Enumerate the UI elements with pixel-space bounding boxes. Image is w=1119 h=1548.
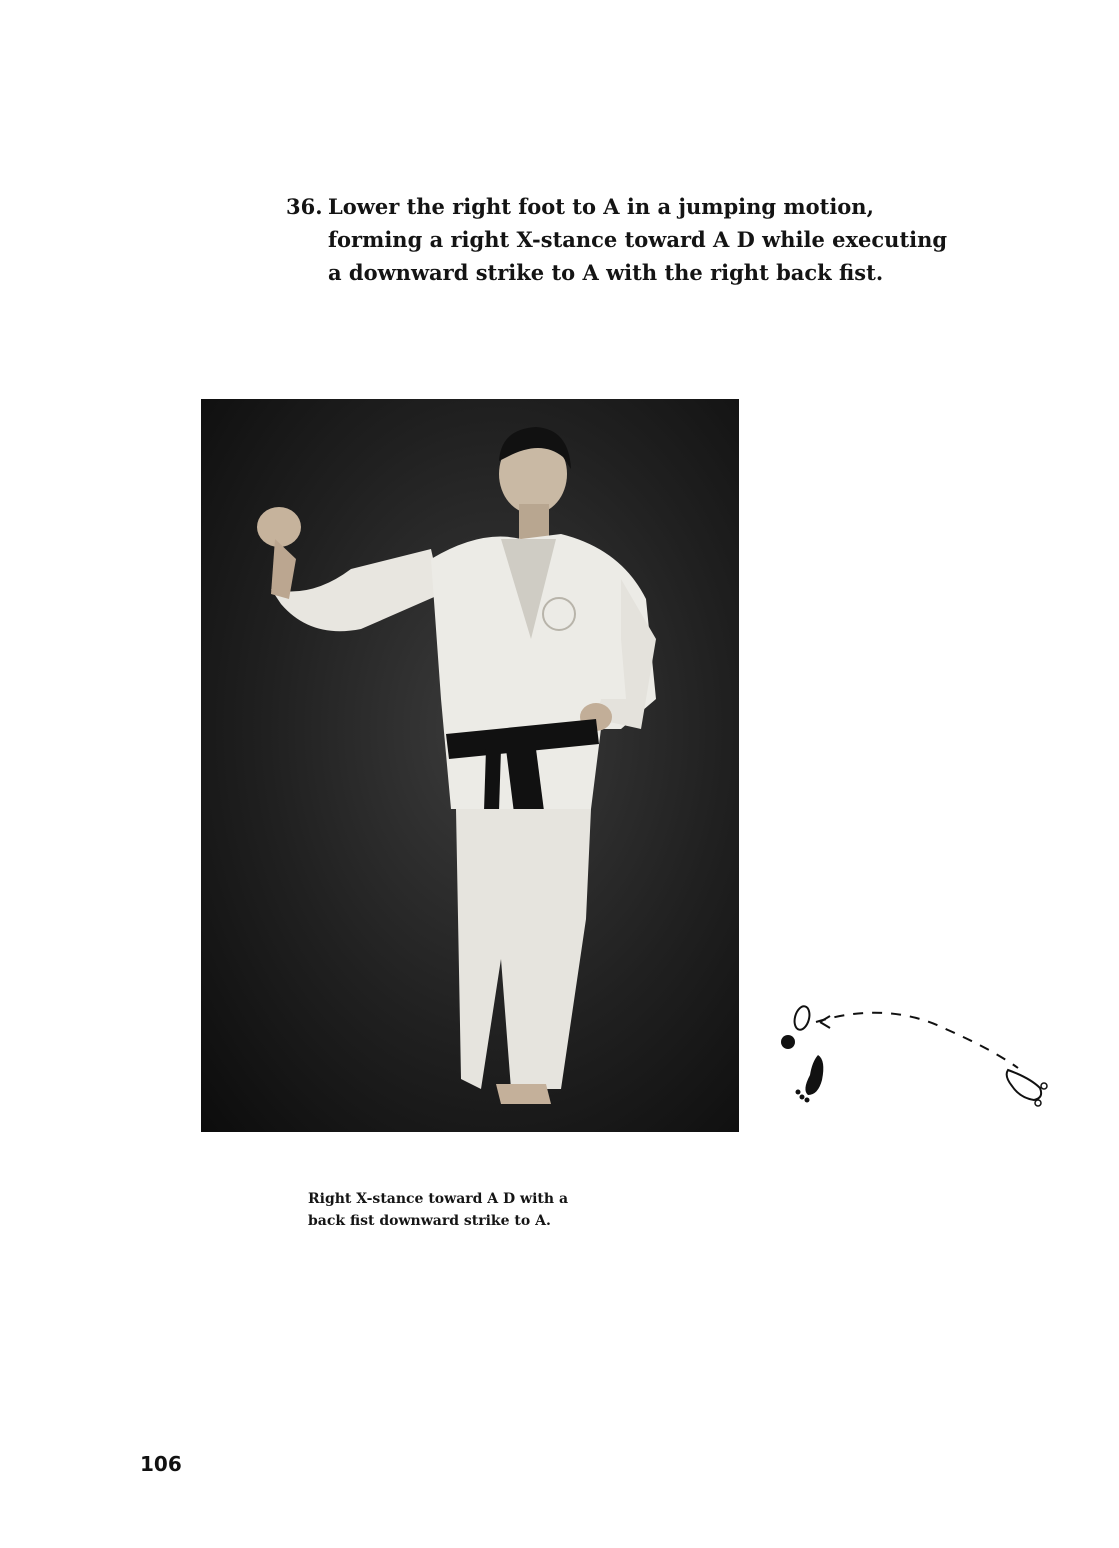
target-footprint-icon <box>781 1005 812 1049</box>
step-line-3: a downward strike to A with the right back fist. <box>328 260 884 285</box>
instruction-step <box>286 190 948 289</box>
martial-artist-photo <box>201 399 739 1132</box>
caption-line-2: back fist downward strike to A. <box>308 1213 551 1229</box>
start-footprint-icon <box>1007 1070 1047 1106</box>
page-number: 106 <box>140 1452 182 1476</box>
step-line-1: Lower the right foot to A in a jumping motion, <box>328 194 874 219</box>
stance-diagram <box>768 1000 1058 1115</box>
step-number: 36. <box>286 194 323 219</box>
step-line-2: forming a right X-stance toward A D while executing <box>328 227 948 252</box>
photo-caption <box>308 1188 668 1232</box>
left-footprint-icon <box>796 1055 824 1103</box>
caption-line-1: Right X-stance toward A D with a <box>308 1191 569 1207</box>
